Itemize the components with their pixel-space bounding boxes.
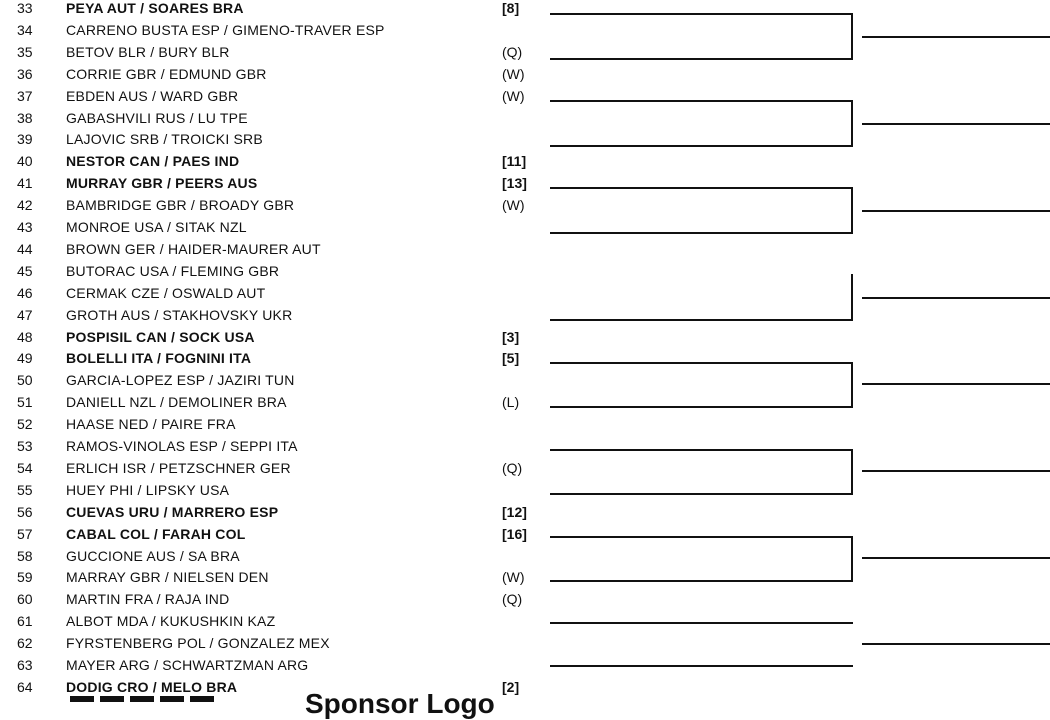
draw-position: 59 [17,569,33,586]
seed-tag: (Q) [502,591,523,608]
team-names: MARTIN FRA / RAJA IND [66,591,230,608]
bracket-connector [550,187,853,234]
draw-row [0,438,560,460]
bracket-winner-line [862,123,1050,125]
draw-row [0,635,560,657]
team-names: FYRSTENBERG POL / GONZALEZ MEX [66,635,330,652]
bracket-connector [550,536,853,582]
seed-tag: (W) [502,569,525,586]
team-names: GABASHVILI RUS / LU TPE [66,109,248,126]
draw-position: 54 [17,459,33,476]
draw-row [0,22,560,44]
seed-tag: [5] [502,350,520,367]
seed-tag: [13] [502,175,527,192]
team-names: EBDEN AUS / WARD GBR [66,87,239,104]
draw-row [0,460,560,482]
bracket-winner-line [862,557,1050,559]
draw-position: 56 [17,503,33,520]
draw-position: 37 [17,87,33,104]
team-names: LAJOVIC SRB / TROICKI SRB [66,131,263,148]
draw-row [0,66,560,88]
draw-position: 43 [17,219,33,235]
draw-row [0,153,560,175]
draw-row [0,504,560,526]
team-names: RAMOS-VINOLAS ESP / SEPPI ITA [66,438,298,454]
draw-position: 36 [17,65,33,82]
draw-position: 41 [17,175,33,192]
draw-row [0,44,560,66]
draw-position: 47 [17,306,33,323]
bracket-winner-line [862,36,1050,38]
bracket-winner-line [862,643,1050,645]
draw-row [0,0,560,22]
draw-position: 57 [17,525,33,542]
team-names: MONROE USA / SITAK NZL [66,219,247,235]
draw-row [0,548,560,570]
team-names: CABAL COL / FARAH COL [66,525,246,542]
draw-position: 55 [17,481,33,498]
bracket-connector [550,362,853,408]
draw-position: 53 [17,438,33,454]
draw-position: 60 [17,591,33,608]
seed-tag: (L) [502,394,520,411]
bracket-winner-line [862,210,1050,212]
draw-row [0,241,560,263]
draw-row [0,219,560,241]
team-names: HUEY PHI / LIPSKY USA [66,481,230,498]
team-names: BOLELLI ITA / FOGNINI ITA [66,350,252,367]
draw-row [0,569,560,591]
draw-row [0,131,560,153]
draw-row [0,482,560,504]
draw-position: 34 [17,21,33,38]
draw-row [0,394,560,416]
team-names: NESTOR CAN / PAES IND [66,153,240,170]
draw-row [0,197,560,219]
draw-position: 61 [17,613,33,630]
draw-position: 52 [17,416,33,433]
seed-tag: [2] [502,678,520,695]
draw-position: 38 [17,109,33,126]
draw-position: 63 [17,657,33,673]
team-names: CORRIE GBR / EDMUND GBR [66,65,267,82]
seed-tag: [8] [502,0,520,16]
draw-position: 51 [17,394,33,411]
draw-position: 64 [17,678,33,695]
seed-tag: [3] [502,328,520,345]
team-names: MURRAY GBR / PEERS AUS [66,175,258,192]
team-names: MAYER ARG / SCHWARTZMAN ARG [66,657,309,673]
draw-row [0,88,560,110]
draw-row [0,526,560,548]
seed-tag: (W) [502,65,525,82]
team-names: PEYA AUT / SOARES BRA [66,0,244,16]
draw-position: 33 [17,0,33,16]
sponsor-logo [70,692,270,712]
draw-row [0,416,560,438]
team-names: DODIG CRO / MELO BRA [66,678,238,695]
team-names: BROWN GER / HAIDER-MAURER AUT [66,240,321,257]
draw-row [0,350,560,372]
bracket-connector [550,622,853,667]
draw-position: 46 [17,284,33,301]
team-names: CARRENO BUSTA ESP / GIMENO-TRAVER ESP [66,21,385,38]
draw-row [0,307,560,329]
seed-tag: (Q) [502,459,523,476]
bracket-winner-line [862,383,1050,385]
seed-tag: [12] [502,503,527,520]
team-names: ALBOT MDA / KUKUSHKIN KAZ [66,613,276,630]
draw-row [0,263,560,285]
bracket-connector [550,100,853,147]
bracket-winner-line [862,470,1050,472]
draw-row [0,110,560,132]
team-names: ERLICH ISR / PETZSCHNER GER [66,459,291,476]
team-names: MARRAY GBR / NIELSEN DEN [66,569,269,586]
draw-position: 50 [17,372,33,389]
draw-row [0,372,560,394]
draw-row [0,285,560,307]
draw-position: 39 [17,131,33,148]
team-names: BETOV BLR / BURY BLR [66,43,230,60]
team-names: CUEVAS URU / MARRERO ESP [66,503,279,520]
seed-tag: (W) [502,87,525,104]
bracket-connector [550,13,853,60]
team-names: CERMAK CZE / OSWALD AUT [66,284,266,301]
draw-position: 35 [17,43,33,60]
team-names: BUTORAC USA / FLEMING GBR [66,262,280,279]
bracket-winner-line [862,297,1050,299]
draw-position: 45 [17,262,33,279]
bracket-connector [550,274,853,321]
draw-position: 62 [17,635,33,652]
team-names: GROTH AUS / STAKHOVSKY UKR [66,306,293,323]
draw-row [0,175,560,197]
draw-position: 48 [17,328,33,345]
draw-row [0,657,560,679]
draw-position: 44 [17,240,33,257]
draw-row [0,591,560,613]
team-names: DANIELL NZL / DEMOLINER BRA [66,394,287,411]
draw-row [0,613,560,635]
draw-position: 40 [17,153,33,170]
bracket-connector [550,449,853,495]
team-names: GUCCIONE AUS / SA BRA [66,547,240,564]
seed-tag: (W) [502,197,525,214]
draw-position: 49 [17,350,33,367]
draw-position: 58 [17,547,33,564]
team-names: BAMBRIDGE GBR / BROADY GBR [66,197,295,214]
team-names: POSPISIL CAN / SOCK USA [66,328,255,345]
seed-tag: [16] [502,525,527,542]
draw-row [0,329,560,351]
draw-position: 42 [17,197,33,214]
seed-tag: [11] [502,153,527,170]
team-names: HAASE NED / PAIRE FRA [66,416,236,433]
seed-tag: (Q) [502,43,523,60]
sponsor-text: Sponsor Logo [305,688,495,719]
team-names: GARCIA-LOPEZ ESP / JAZIRI TUN [66,372,295,389]
